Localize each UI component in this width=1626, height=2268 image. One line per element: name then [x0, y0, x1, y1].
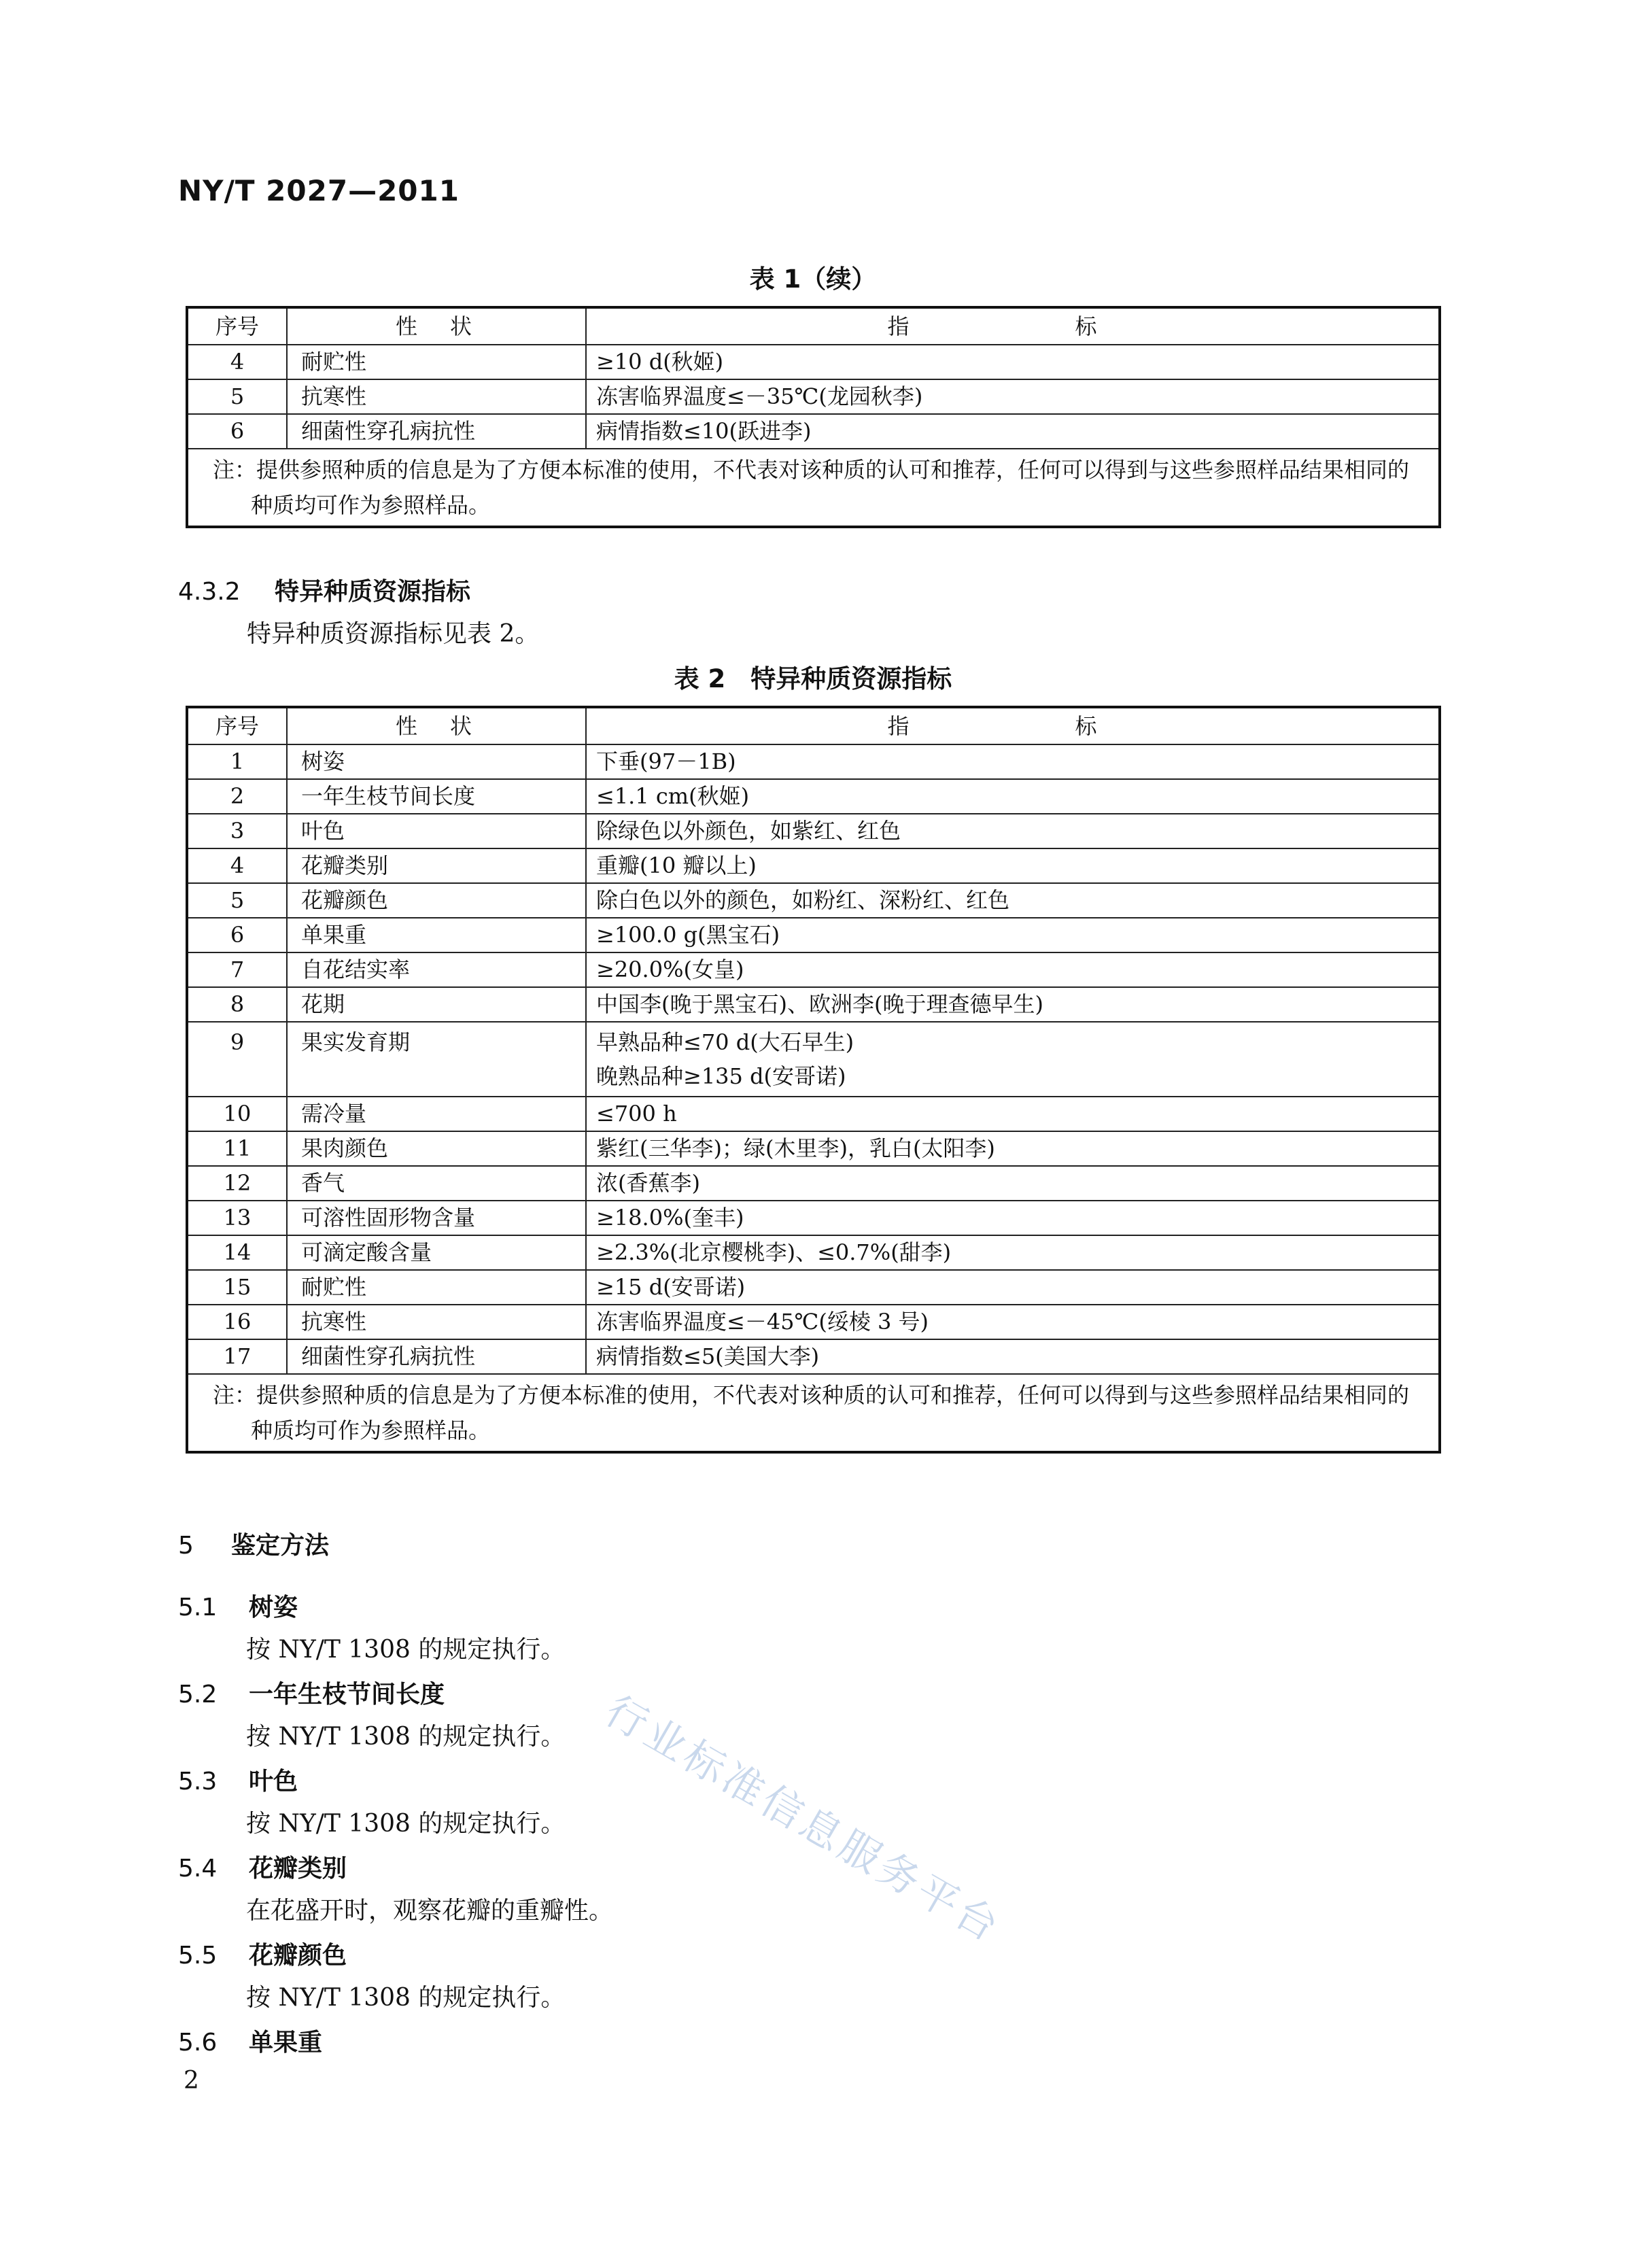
cell-indicator: 除绿色以外颜色，如紫红、红色: [586, 814, 1440, 848]
cell-indicator: 除白色以外的颜色，如粉红、深粉红、红色: [586, 883, 1440, 918]
table-header-row: [187, 307, 1440, 345]
indicator-line-2: 晚熟品种≥135 d(安哥诺): [596, 1063, 846, 1089]
section-5-3-text: 按 NY/T 1308 的规定执行。: [246, 1810, 566, 1838]
cell-trait: 需冷量: [287, 1097, 586, 1131]
table2-caption: 表 2 特异种质资源指标: [674, 664, 952, 693]
table-row: [187, 1339, 1440, 1374]
cell-trait: 果实发育期: [287, 1022, 586, 1097]
section-5-2-text: 按 NY/T 1308 的规定执行。: [246, 1723, 566, 1751]
section-title: 单果重: [249, 2029, 323, 2057]
cell-no: 3: [187, 814, 287, 848]
section-5-1-text: 按 NY/T 1308 的规定执行。: [246, 1636, 566, 1664]
cell-trait: 树姿: [287, 744, 586, 779]
table-row: [187, 379, 1440, 414]
section-5-5-heading: [178, 1936, 347, 1971]
table-row: [187, 1131, 1440, 1166]
cell-no: 1: [187, 744, 287, 779]
cell-no: 6: [187, 414, 287, 449]
section-title: 叶色: [249, 1768, 298, 1796]
table1-note: 注：提供参照种质的信息是为了方便本标准的使用，不代表对该种质的认可和推荐，任何可以得到与这些参照样品结果相同的种质均可作为参照样品。: [187, 449, 1440, 527]
section-number: 5: [178, 1532, 194, 1560]
cell-no: 10: [187, 1097, 287, 1131]
cell-trait: 细菌性穿孔病抗性: [287, 414, 586, 449]
cell-indicator: ≥18.0%(奎丰): [586, 1201, 1440, 1235]
cell-trait: 可溶性固形物含量: [287, 1201, 586, 1235]
cell-no: 11: [187, 1131, 287, 1166]
section-5-4-heading: [178, 1849, 347, 1884]
cell-trait: 抗寒性: [287, 1305, 586, 1339]
section-title: 花瓣类别: [249, 1855, 347, 1883]
cell-indicator: 浓(香蕉李): [586, 1166, 1440, 1201]
table-row: [187, 1270, 1440, 1305]
cell-indicator: 重瓣(10 瓣以上): [586, 848, 1440, 883]
cell-trait: 耐贮性: [287, 1270, 586, 1305]
cell-trait: 香气: [287, 1166, 586, 1201]
header-no: 序号: [187, 307, 287, 345]
table-row: [187, 779, 1440, 814]
section-title: 一年生枝节间长度: [249, 1681, 445, 1708]
cell-no: 7: [187, 952, 287, 987]
section-number: 4.3.2: [178, 578, 241, 606]
table-row: [187, 883, 1440, 918]
page-number: 2: [184, 2067, 199, 2095]
cell-trait: 单果重: [287, 918, 586, 952]
cell-indicator: 冻害临界温度≤－45℃(绥棱 3 号): [586, 1305, 1440, 1339]
cell-no: 9: [187, 1022, 287, 1097]
table-row: [187, 414, 1440, 449]
watermark: 行业标准信息服务平台: [597, 1687, 1010, 1953]
section-number: 5.1: [178, 1594, 218, 1621]
table-row: [187, 952, 1440, 987]
table2: [186, 706, 1441, 1454]
cell-indicator: ≤1.1 cm(秋姬): [586, 779, 1440, 814]
cell-no: 13: [187, 1201, 287, 1235]
table-row: [187, 744, 1440, 779]
table-row: [187, 1097, 1440, 1131]
section-title: 特异种质资源指标: [275, 578, 471, 606]
table-row: [187, 1305, 1440, 1339]
cell-indicator: ≥15 d(安哥诺): [586, 1270, 1440, 1305]
indicator-line-1: 早熟品种≤70 d(大石早生): [596, 1029, 854, 1055]
cell-indicator: ≥2.3%(北京樱桃李)、≤0.7%(甜李): [586, 1235, 1440, 1270]
cell-trait: 花瓣类别: [287, 848, 586, 883]
section-number: 5.4: [178, 1855, 218, 1883]
section-number: 5.5: [178, 1942, 218, 1970]
section-5-4-text: 在花盛开时，观察花瓣的重瓣性。: [246, 1897, 614, 1925]
header-indicator: 指 标: [586, 707, 1440, 744]
table-note-row: [187, 449, 1440, 527]
cell-trait: 细菌性穿孔病抗性: [287, 1339, 586, 1374]
cell-no: 5: [187, 883, 287, 918]
table-header-row: [187, 707, 1440, 744]
table-row: [187, 345, 1440, 379]
header-trait: 性 状: [287, 707, 586, 744]
section-title: 树姿: [249, 1594, 298, 1621]
header-no: 序号: [187, 707, 287, 744]
cell-indicator: ≥10 d(秋姬): [586, 345, 1440, 379]
section-number: 5.2: [178, 1681, 218, 1708]
table-row: [187, 1022, 1440, 1097]
section-5-2-heading: [178, 1675, 445, 1710]
cell-indicator: 冻害临界温度≤－35℃(龙园秋李): [586, 379, 1440, 414]
cell-no: 16: [187, 1305, 287, 1339]
section-title: 花瓣颜色: [249, 1942, 347, 1970]
cell-trait: 自花结实率: [287, 952, 586, 987]
section-title: 鉴定方法: [231, 1532, 330, 1560]
section-5-3-heading: [178, 1762, 298, 1797]
cell-indicator: [586, 1022, 1440, 1097]
table-row: [187, 918, 1440, 952]
cell-indicator: 下垂(97－1B): [586, 744, 1440, 779]
cell-trait: 果肉颜色: [287, 1131, 586, 1166]
cell-indicator: ≥20.0%(女皇): [586, 952, 1440, 987]
table-row: [187, 1235, 1440, 1270]
cell-no: 17: [187, 1339, 287, 1374]
table-row: [187, 1201, 1440, 1235]
cell-trait: 可滴定酸含量: [287, 1235, 586, 1270]
cell-trait: 抗寒性: [287, 379, 586, 414]
header-indicator: 指 标: [586, 307, 1440, 345]
cell-no: 4: [187, 345, 287, 379]
cell-trait: 花瓣颜色: [287, 883, 586, 918]
cell-indicator: 中国李(晚于黑宝石)、欧洲李(晚于理查德早生): [586, 987, 1440, 1022]
table-row: [187, 987, 1440, 1022]
cell-no: 15: [187, 1270, 287, 1305]
cell-indicator: 紫红(三华李)；绿(木里李)，乳白(太阳李): [586, 1131, 1440, 1166]
section-number: 5.3: [178, 1768, 218, 1796]
section-5-1-heading: [178, 1588, 298, 1623]
cell-no: 4: [187, 848, 287, 883]
section-4-3-2-text: 特异种质资源指标见表 2。: [247, 620, 540, 648]
section-5-5-text: 按 NY/T 1308 的规定执行。: [246, 1984, 566, 2012]
cell-trait: 花期: [287, 987, 586, 1022]
table1: [186, 306, 1441, 528]
section-number: 5.6: [178, 2029, 218, 2057]
cell-indicator: 病情指数≤10(跃进李): [586, 414, 1440, 449]
table2-note: 注：提供参照种质的信息是为了方便本标准的使用，不代表对该种质的认可和推荐，任何可以得到与这些参照样品结果相同的种质均可作为参照样品。: [187, 1374, 1440, 1452]
standard-code: NY/T 2027—2011: [178, 174, 460, 207]
cell-trait: 耐贮性: [287, 345, 586, 379]
cell-trait: 一年生枝节间长度: [287, 779, 586, 814]
cell-trait: 叶色: [287, 814, 586, 848]
cell-indicator: 病情指数≤5(美国大李): [586, 1339, 1440, 1374]
cell-no: 2: [187, 779, 287, 814]
table1-caption: 表 1（续）: [749, 264, 877, 294]
table-row: [187, 814, 1440, 848]
section-5-6-heading: [178, 2023, 322, 2058]
table-row: [187, 1166, 1440, 1201]
cell-indicator: ≤700 h: [586, 1097, 1440, 1131]
table-row: [187, 848, 1440, 883]
cell-no: 14: [187, 1235, 287, 1270]
section-5-heading: [178, 1526, 329, 1561]
cell-no: 5: [187, 379, 287, 414]
cell-no: 12: [187, 1166, 287, 1201]
cell-no: 8: [187, 987, 287, 1022]
section-4-3-2-heading: [178, 572, 470, 607]
cell-indicator: ≥100.0 g(黑宝石): [586, 918, 1440, 952]
cell-no: 6: [187, 918, 287, 952]
header-trait: 性 状: [287, 307, 586, 345]
table-note-row: [187, 1374, 1440, 1452]
